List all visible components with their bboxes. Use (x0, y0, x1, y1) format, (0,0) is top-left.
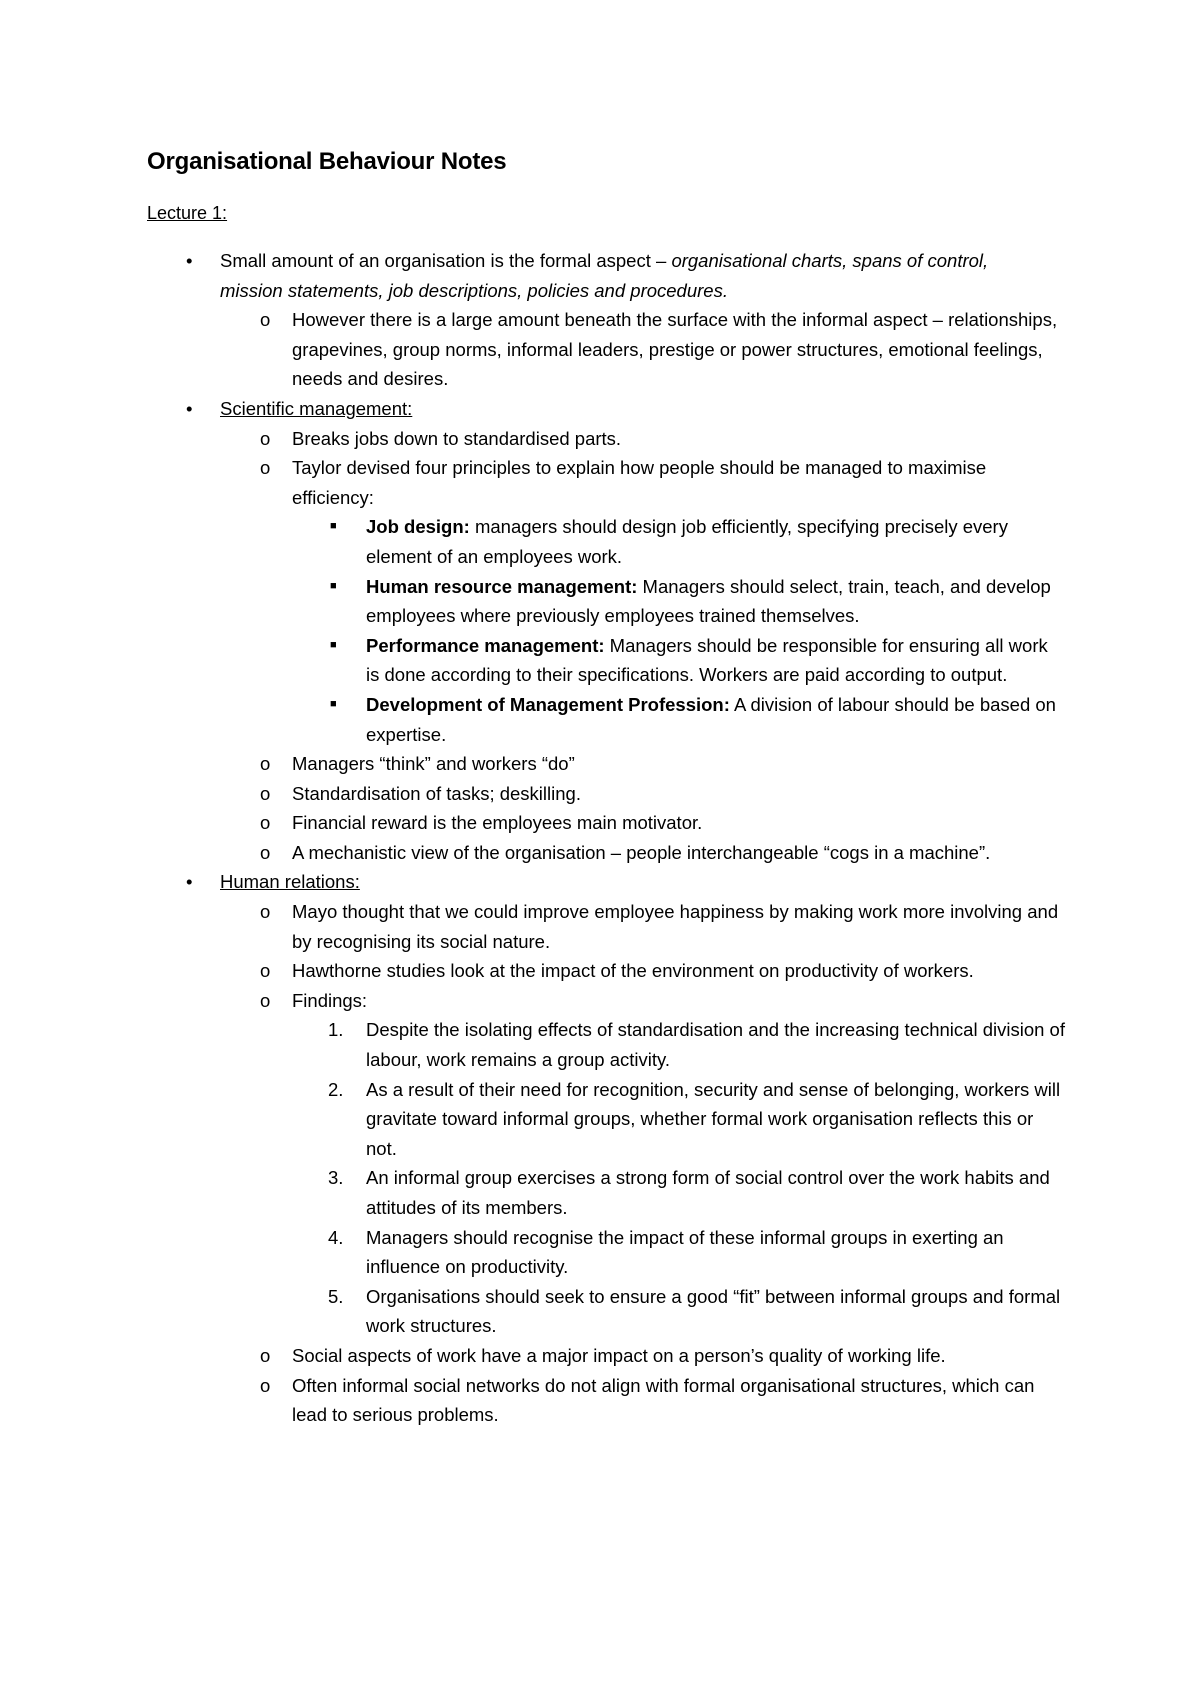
list-item (0, 246, 1200, 305)
principle-label: Job design: (366, 516, 470, 538)
square-marker: ■ (330, 579, 337, 592)
bullet-marker: • (186, 397, 193, 419)
list-item (0, 986, 1200, 1016)
circle-marker: o (260, 901, 271, 923)
principle-text: managers should design job efficiently, specifying precisely every element of an employees work. (366, 516, 1008, 567)
principle-text: Managers should be responsible for ensuring all work is done according to their specifications. Workers are paid according to output. (366, 634, 1048, 686)
list-item (0, 779, 1200, 809)
section-heading-scientific: Scientific management: (220, 397, 413, 419)
item-text: Managers “think” and workers “do” (292, 753, 575, 775)
circle-marker: o (260, 812, 271, 834)
item-text: Despite the isolating effects of standardisation and the increasing technical division of labour, work remains a group activity. (366, 1019, 1065, 1071)
list-item (0, 867, 1200, 897)
numbered-item (0, 1282, 1200, 1341)
item-text: Standardisation of tasks; deskilling. (292, 782, 581, 804)
number-marker: 2. (328, 1078, 344, 1100)
item-text: Breaks jobs down to standardised parts. (292, 427, 622, 449)
list-item (0, 956, 1200, 986)
list-item (0, 838, 1200, 868)
numbered-item (0, 1015, 1200, 1074)
number-marker: 5. (328, 1285, 344, 1307)
circle-marker: o (260, 960, 271, 982)
circle-marker: o (260, 427, 271, 449)
item-text: Mayo thought that we could improve employee happiness by making work more involving and by recognising its social nature. (292, 901, 1059, 952)
item-text: Hawthorne studies look at the impact of the environment on productivity of workers. (292, 960, 974, 982)
list-item (0, 424, 1200, 454)
bullet-marker: • (186, 871, 193, 893)
list-item (0, 808, 1200, 838)
circle-marker: o (260, 457, 271, 479)
list-item (0, 572, 1200, 631)
item-text: Often informal social networks do not align with formal organisational structures, which can lead to serious problems. (292, 1374, 1035, 1426)
item-text: Small amount of an organisation is the formal aspect – (220, 250, 672, 271)
circle-marker: o (260, 841, 271, 863)
list-item (0, 749, 1200, 779)
list-item (0, 453, 1200, 512)
square-marker: ■ (330, 697, 337, 710)
numbered-item (0, 1075, 1200, 1164)
principle-label: Development of Management Profession: (366, 693, 730, 715)
item-italic-text: organisational charts, spans of control, mission statements, job descriptions, policies and procedures. (220, 250, 989, 301)
circle-marker: o (260, 1374, 271, 1396)
circle-marker: o (260, 782, 271, 804)
item-text: Financial reward is the employees main motivator. (292, 812, 703, 834)
circle-marker: o (260, 1344, 271, 1366)
notes-content (0, 246, 1200, 1430)
number-marker: 3. (328, 1167, 344, 1189)
item-text: Taylor devised four principles to explain how people should be managed to maximise efficiency: (292, 457, 987, 508)
item-text: Organisations should seek to ensure a good “fit” between informal groups and formal work structures. (366, 1285, 1061, 1337)
list-item (0, 305, 1200, 394)
list-item (0, 1371, 1200, 1430)
square-marker: ■ (330, 520, 337, 533)
bullet-marker: • (186, 250, 193, 271)
list-item (0, 897, 1200, 956)
principle-label: Human resource management: (366, 575, 638, 597)
item-text: An informal group exercises a strong form of social control over the work habits and attitudes of its members. (366, 1167, 1050, 1218)
item-text: Managers should recognise the impact of these informal groups in exerting an influence on productivity. (366, 1226, 1004, 1278)
numbered-item (0, 1163, 1200, 1222)
numbered-item (0, 1223, 1200, 1282)
number-marker: 4. (328, 1226, 344, 1248)
number-marker: 1. (328, 1019, 344, 1041)
lecture-heading: Lecture 1: (147, 203, 228, 223)
circle-marker: o (260, 309, 271, 331)
circle-marker: o (260, 753, 271, 775)
item-text: However there is a large amount beneath the surface with the informal aspect – relationships, grapevines, group norms, informal leaders, prestige or power structures, emotional feelings, needs and desires. (292, 309, 1058, 390)
principle-text: Managers should select, train, teach, and develop employees where previously employees trained themselves. (366, 575, 1051, 627)
list-item (0, 394, 1200, 424)
list-item (0, 512, 1200, 571)
principle-label: Performance management: (366, 634, 605, 656)
item-text: A mechanistic view of the organisation – people interchangeable “cogs in a machine”. (292, 841, 991, 863)
item-text: As a result of their need for recognition, security and sense of belonging, workers will gravitate toward informal groups, whether formal work organisation reflects this or not. (366, 1078, 1061, 1159)
square-marker: ■ (330, 638, 337, 651)
list-item (0, 690, 1200, 749)
section-heading-human-relations: Human relations: (220, 871, 360, 893)
principle-text: A division of labour should be based on expertise. (366, 693, 1056, 745)
list-item (0, 631, 1200, 690)
page-title: Organisational Behaviour Notes (147, 148, 507, 175)
item-text: Findings: (292, 989, 368, 1011)
list-item (0, 1341, 1200, 1371)
item-text: Social aspects of work have a major impact on a person’s quality of working life. (292, 1344, 946, 1366)
circle-marker: o (260, 989, 271, 1011)
